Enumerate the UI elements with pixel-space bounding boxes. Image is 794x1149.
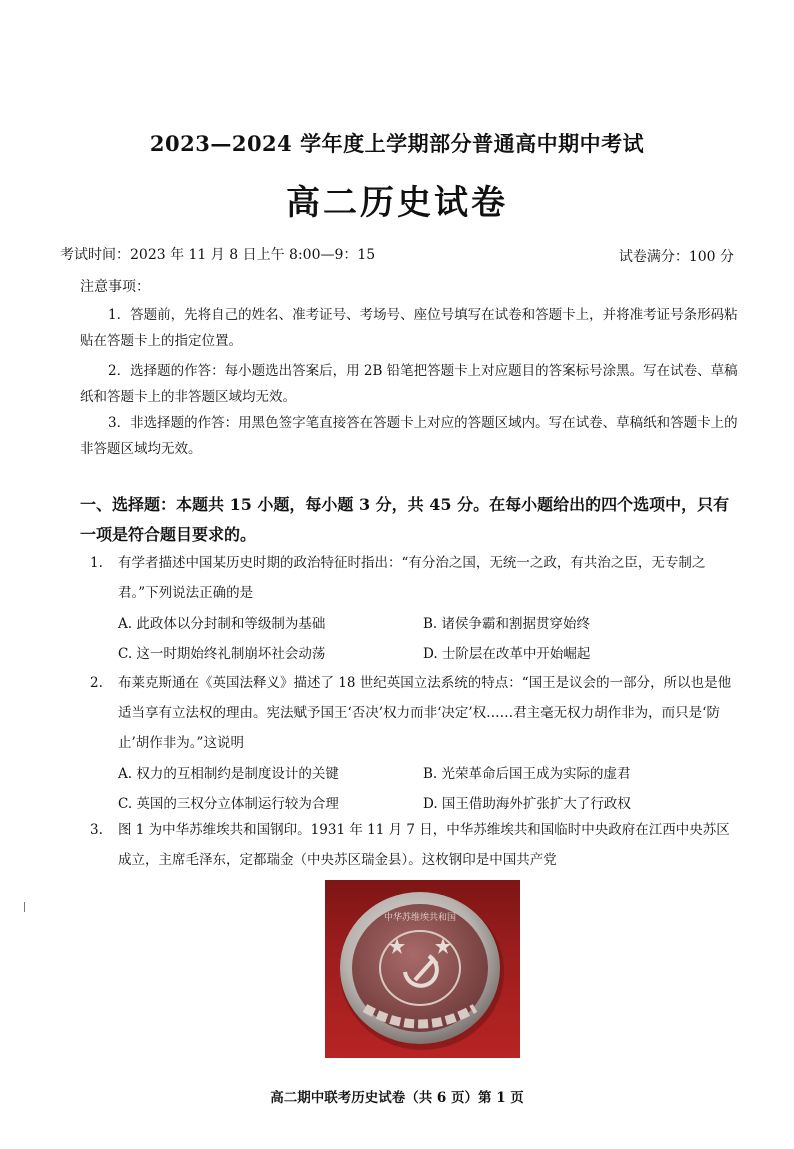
seal-photo [325, 880, 520, 1058]
option-d: D. 士阶层在改革中开始崛起 [423, 646, 591, 662]
question-number: 1. [90, 555, 103, 571]
seal-illustration [325, 880, 520, 1058]
question-number: 3. [90, 822, 103, 838]
exam-time: 考试时间：2023 年 11 月 8 日上午 8:00—9：15 [60, 247, 376, 263]
section-heading: 一、选择题：本题共 15 小题，每小题 3 分，共 45 分。在每小题给出的四个选项中，只有一项是符合题目要求的。 [80, 495, 730, 544]
question-stem: 图 1 为中华苏维埃共和国钢印。1931 年 11 月 7 日，中华苏维埃共和国临时中央政府在江西中央苏区成立，主席毛泽东，定都瑞金（中央苏区瑞金县）。这枚钢印是中国共产党 [118, 822, 730, 868]
exam-title: 2023—2024 学年度上学期部分普通高中期中考试 [149, 131, 645, 156]
exam-subtitle: 高二历史试卷 [286, 183, 508, 223]
question-2 [80, 668, 740, 758]
question-number: 2. [90, 675, 103, 691]
option-d: D. 国王借助海外扩张扩大了行政权 [423, 796, 631, 812]
question-stem: 布莱克斯通在《英国法释义》描述了 18 世纪英国立法系统的特点：“国王是议会的一部分，所以也是他适当享有立法权的理由。宪法赋予国王‘否决’权力而非‘决定’权……君主毫无权力胡作非为，而只是‘防止’胡作非为。”这说明 [118, 675, 732, 751]
seal-inscription: 中华苏维埃共和国 [383, 913, 457, 923]
question-3 [80, 815, 740, 875]
notice-item-1: 1．答题前，先将自己的姓名、准考证号、考场号、座位号填写在试卷和答题卡上，并将准考证号条形码粘贴在答题卡上的指定位置。 [80, 307, 738, 349]
full-score: 试卷满分：100 分 [618, 249, 734, 265]
notice-item-3: 3．非选择题的作答：用黑色签字笔直接答在答题卡上对应的答题区域内。写在试卷、草稿纸和答题卡上的非答题区域均无效。 [80, 415, 738, 457]
notice-item-2: 2．选择题的作答：每小题选出答案后，用 2B 铅笔把答题卡上对应题目的答案标号涂黑。写在试卷、草稿纸和答题卡上的非答题区域均无效。 [80, 363, 738, 405]
option-c: C. 这一时期始终礼制崩坏社会动荡 [118, 646, 326, 662]
option-c: C. 英国的三权分立体制运行较为合理 [118, 796, 339, 812]
option-b: B. 光荣革命后国王成为实际的虚君 [423, 766, 631, 782]
option-a: A. 此政体以分封制和等级制为基础 [118, 616, 326, 632]
page-footer: 高二期中联考历史试卷（共 6 页）第 1 页 [270, 1090, 524, 1106]
margin-mark [24, 902, 25, 912]
option-b: B. 诸侯争霸和割据贯穿始终 [423, 616, 591, 632]
question-1 [80, 548, 740, 608]
option-a: A. 权力的互相制约是制度设计的关键 [118, 766, 339, 782]
notice-title: 注意事项： [80, 279, 150, 295]
question-stem: 有学者描述中国某历史时期的政治特征时指出：“有分治之国，无统一之政，有共治之臣，无专制之君。”下列说法正确的是 [118, 555, 706, 601]
